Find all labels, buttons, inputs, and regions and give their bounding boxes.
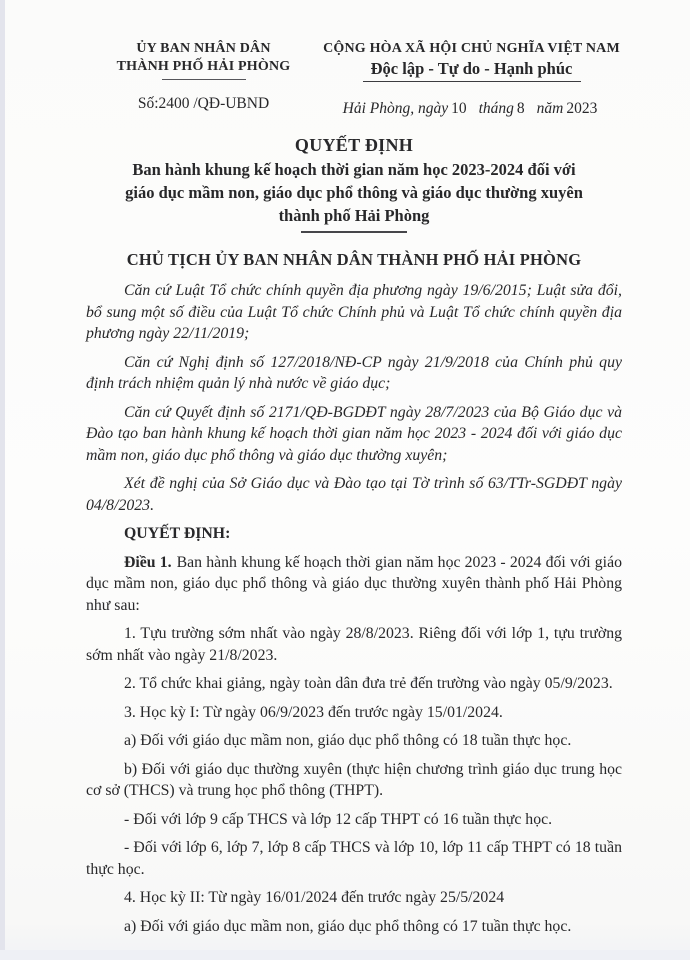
article-item: 3. Học kỳ I: Từ ngày 06/9/2023 đến trước ngày 15/01/2024. — [124, 703, 503, 721]
dateline-year-label: năm — [536, 100, 564, 117]
article-item: a) Đối với giáo dục mầm non, giáo dục phổ thông có 18 tuần thực học. — [124, 732, 572, 749]
document-header — [86, 40, 622, 118]
national-motto-line1: CỘNG HÒA XÃ HỘI CHỦ NGHĨA VIỆT NAM — [323, 41, 620, 56]
dateline — [321, 100, 622, 118]
article-item: - Đối với lớp 6, lớp 7, lớp 8 cấp THCS và lớp 10, lớp 11 cấp THPT có 18 tuần thực học. — [86, 839, 622, 878]
document-body — [86, 280, 622, 937]
motto-underline — [363, 81, 581, 82]
dateline-day: 10 — [451, 100, 467, 117]
dateline-year: 2023 — [566, 100, 598, 117]
subject-line1: Ban hành khung kế hoạch thời gian năm học 2023-2024 đối với — [132, 160, 576, 179]
article-item: 2. Tổ chức khai giảng, ngày toàn dân đưa trẻ đến trường vào ngày 05/9/2023. — [124, 675, 613, 692]
issuer-name-line1: ỦY BAN NHÂN DÂN — [136, 41, 271, 56]
issuer-block — [86, 40, 321, 113]
dateline-month-label: tháng — [478, 100, 514, 117]
decision-subject — [86, 158, 622, 227]
authority-heading: CHỦ TỊCH ỦY BAN NHÂN DÂN THÀNH PHỐ HẢI PHÒNG — [126, 250, 582, 269]
article-item: - Đối với lớp 9 cấp THCS và lớp 12 cấp THPT có 16 tuần thực học. — [124, 810, 553, 828]
national-motto-line2: Độc lập - Tự do - Hạnh phúc — [370, 59, 573, 78]
article-item: 4. Học kỳ II: Từ ngày 16/01/2024 đến trước ngày 25/5/2024 — [124, 889, 505, 906]
issuer-underline — [162, 79, 246, 80]
preamble-paragraph: Xét đề nghị của Sở Giáo dục và Đào tạo tại Tờ trình số 63/TTr-SGDĐT ngày 04/8/2023. — [86, 475, 622, 514]
decision-kind: QUYẾT ĐỊNH — [294, 135, 414, 155]
article-1-intro — [86, 552, 622, 617]
national-header-block — [321, 40, 622, 118]
article-item: a) Đối với giáo dục mầm non, giáo dục phổ thông có 17 tuần thực học. — [124, 917, 572, 935]
preamble-paragraph: Căn cứ Quyết định số 2171/QĐ-BGDĐT ngày 28/7/2023 của Bộ Giáo dục và Đào tạo ban hành khung kế hoạch thời gian năm học 2023 - 2024 đối với giáo dục mầm non, giáo dục phổ thông và giáo dục thường xuyên; — [86, 403, 622, 464]
article-item: b) Đối với giáo dục thường xuyên (thực hiện chương trình giáo dục trung học cơ sở (THCS) và trung học phổ thông (THPT). — [86, 760, 622, 799]
dateline-place: Hải Phòng, ngày — [342, 100, 449, 117]
article-1-label: Điều 1. — [124, 553, 172, 571]
subject-line2: giáo dục mầm non, giáo dục phổ thông và giáo dục thường xuyên — [125, 183, 583, 202]
title-underline — [301, 231, 407, 233]
decision-heading: QUYẾT ĐỊNH: — [124, 525, 231, 542]
article-item: 1. Tựu trường sớm nhất vào ngày 28/8/2023. Riêng đối với lớp 1, tựu trường sớm nhất vào ngày 21/8/2023. — [86, 625, 622, 664]
subject-line3: thành phố Hải Phòng — [278, 206, 430, 225]
dateline-month: 8 — [516, 100, 525, 117]
article-1-intro-text: Ban hành khung kế hoạch thời gian năm học 2023 - 2024 đối với giáo dục mầm non, giáo dục phổ thông và giáo dục thường xuyên thành phố Hải Phòng như sau: — [86, 553, 622, 614]
preamble-paragraph: Căn cứ Luật Tổ chức chính quyền địa phương ngày 19/6/2015; Luật sửa đổi, bổ sung một số điều của Luật Tổ chức Chính phủ và Luật Tổ chức chính quyền địa phương ngày 22/11/2019; — [86, 282, 622, 342]
doc-number: Số:2400 /QĐ-UBND — [137, 95, 270, 112]
decision-title-block — [86, 135, 622, 233]
issuer-name-line2: THÀNH PHỐ HẢI PHÒNG — [116, 59, 291, 74]
preamble-paragraph: Căn cứ Nghị định số 127/2018/NĐ-CP ngày 21/9/2018 của Chính phủ quy định trách nhiệm quản lý nhà nước về giáo dục; — [86, 353, 622, 392]
